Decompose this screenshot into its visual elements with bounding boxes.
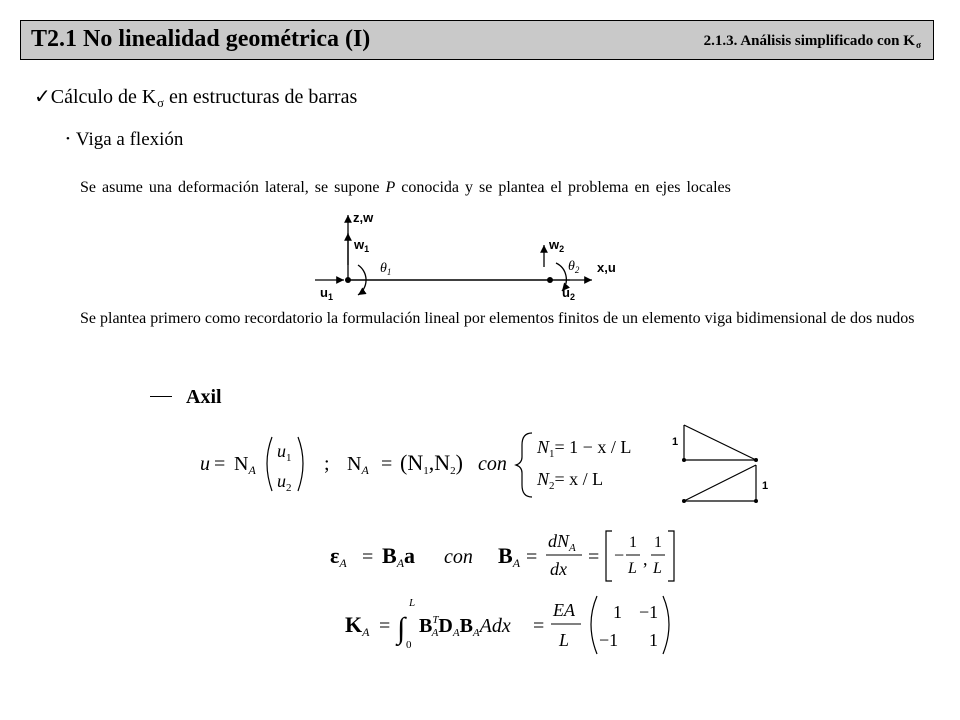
equals-1: = xyxy=(214,453,226,475)
theta2-label: $\theta_2$ xyxy=(568,259,580,275)
theta1-label: $\theta_1$ xyxy=(380,261,392,277)
comma-sep: , xyxy=(643,549,648,569)
section-subscript: σ xyxy=(157,96,164,111)
matrix-right-paren xyxy=(663,596,669,654)
triangle1-label: 1 xyxy=(672,436,679,448)
formula-displacement xyxy=(200,425,660,505)
triangle1-hypotenuse xyxy=(684,425,756,460)
triangle2-node-right xyxy=(754,499,758,503)
frac1-num: 1 xyxy=(629,534,637,551)
dN-numerator: $dN_A$ xyxy=(548,531,576,554)
vector-u2: $u_2$ xyxy=(277,471,292,494)
L-denominator: L xyxy=(559,630,570,650)
equals-4: = xyxy=(526,546,538,568)
formula-N: $N_A$ xyxy=(234,453,256,477)
triangle1-node-left xyxy=(682,458,686,462)
N2-definition: $N_2= x / L$ xyxy=(537,469,604,492)
matrix-22: 1 xyxy=(649,630,658,650)
triangle2-label: 1 xyxy=(762,480,769,492)
separator: ; xyxy=(324,453,330,475)
strain-BA: BAa xyxy=(382,543,416,570)
paragraph-reminder: Se plantea primero como recordatorio la formulación lineal por elementos finitos de un elemento viga bidimensional de dos nudos xyxy=(80,310,915,327)
dx-denominator: dx xyxy=(550,559,567,579)
dash-icon xyxy=(150,396,172,397)
equals-6: = xyxy=(379,615,391,637)
integral-lower: 0 xyxy=(406,639,412,651)
frac2-den: L xyxy=(653,560,662,577)
x-axis-label: x,u xyxy=(597,260,616,275)
matrix-left-paren xyxy=(591,596,597,654)
section-heading xyxy=(34,84,357,109)
frac2-num: 1 xyxy=(654,534,662,551)
w2-label: $w_2$ xyxy=(549,237,565,254)
paragraph1-italic: P xyxy=(385,179,396,196)
triangle2-hypotenuse xyxy=(684,465,756,501)
matrix-12: −1 xyxy=(639,602,659,622)
formula-N-tuple: (N1,N2) xyxy=(400,450,463,477)
section-text-prefix: Cálculo de K xyxy=(50,86,157,108)
integral-sign: ∫ xyxy=(397,612,406,645)
beam-diagram xyxy=(300,205,640,305)
section-text-suffix: en estructuras de barras xyxy=(163,86,358,108)
formula-stiffness xyxy=(345,592,685,656)
minus-sign: − xyxy=(614,545,625,565)
vector-u1: $u_1$ xyxy=(277,441,292,464)
subtitle-text: 2.1.3. Análisis simplificado con K xyxy=(703,33,915,49)
frac1-den: L xyxy=(628,560,637,577)
equals-3: = xyxy=(362,546,374,568)
integral-upper: L xyxy=(409,597,416,609)
w1-label: $w_1$ xyxy=(354,237,370,254)
equals-5: = xyxy=(588,546,600,568)
triangle2-node-left xyxy=(682,499,686,503)
slide-subtitle xyxy=(704,33,921,50)
paragraph-assumption xyxy=(80,176,920,200)
shape-function-sketch xyxy=(670,415,780,515)
formula-NA: $N_A$ xyxy=(347,453,369,477)
axil-heading xyxy=(150,386,222,409)
con-word-1: con xyxy=(478,453,507,475)
strain-eps: εA xyxy=(330,543,347,570)
row-vector-left-bracket xyxy=(606,531,612,581)
subtitle-subscript: σ xyxy=(915,41,921,52)
B-definition: BA xyxy=(498,543,521,570)
equals-7: = xyxy=(533,615,545,637)
triangle1-node-right xyxy=(754,458,758,462)
slide-header xyxy=(20,20,934,60)
formula-u: u xyxy=(200,453,210,475)
subsection-text: Viga a flexión xyxy=(75,129,184,150)
subsection-heading xyxy=(66,129,183,151)
vector-right-paren xyxy=(298,437,303,491)
z-axis-label: z,w xyxy=(353,210,374,225)
paragraph1-after: conocida y se plantea el problema en ejes locales xyxy=(395,179,731,196)
bullet-icon: • xyxy=(66,133,70,145)
row-vector-right-bracket xyxy=(668,531,674,581)
EA-numerator: EA xyxy=(553,600,575,620)
matrix-21: −1 xyxy=(599,630,619,650)
N1-definition: $N_1= 1 - x / L$ xyxy=(537,437,632,460)
paragraph1-before: Se asume una deformación lateral, se supone xyxy=(80,179,386,196)
vector-left-paren xyxy=(267,437,272,491)
stiffness-K: KA xyxy=(345,612,370,639)
equals-2: = xyxy=(381,453,393,475)
system-brace xyxy=(516,433,532,497)
checkmark-icon: ✓ xyxy=(34,86,51,108)
formula-strain xyxy=(330,525,690,585)
u2-label: $u_2$ xyxy=(562,285,575,302)
con-word-2: con xyxy=(444,546,473,568)
u1-label: $u_1$ xyxy=(320,285,333,302)
matrix-11: 1 xyxy=(613,602,622,622)
axil-label: Axil xyxy=(186,386,222,408)
slide-title: T2.1 No linealidad geométrica (I) xyxy=(31,26,371,52)
integrand: $B^T$ $AD_AB_AAdx$ xyxy=(419,614,511,639)
